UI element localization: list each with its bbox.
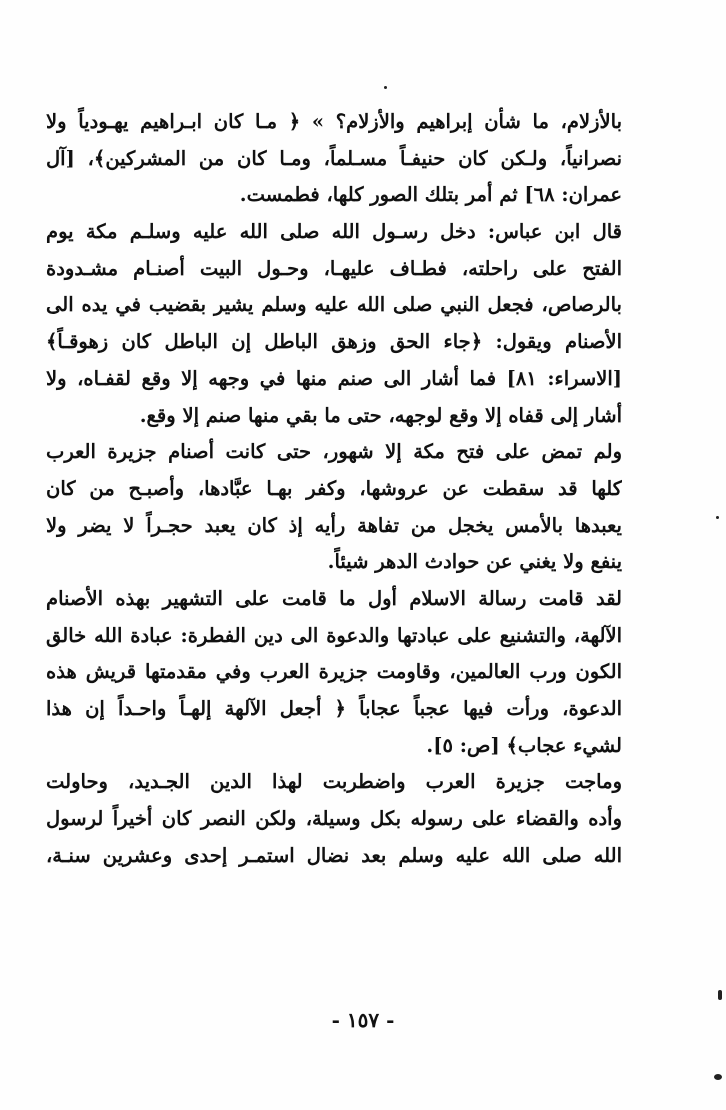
text-line: وأده والقضاء على رسوله بكل وسيلة، ولكن النصر كان أخيراً لرسول [46, 807, 622, 831]
text-line: يعبدها بالأمس يخجل من تفاهة رأيه إذ كان يعبد حجـراً لا يضر ولا [46, 513, 622, 537]
text-line: ينفع ولا يغني عن حوادث الدهر شيئاً. [327, 550, 622, 574]
text-line: أشار إلى قفاه إلا وقع لوجهه، حتى ما بقي منها صنم إلا وقع. [139, 403, 622, 427]
text-line: الله صلى الله عليه وسلم بعد نضال استمـر إحدى وعشرين سنـة، [46, 843, 622, 867]
text-line: الدعوة، ورأت فيها عجباً عجاباً ﴿ أجعل الآلهة إلهـاً واحـداً إن هذا [46, 697, 622, 720]
text-line: ولم تمض على فتح مكة إلا شهور، حتى كانت أصنام جزيرة العرب [46, 440, 622, 464]
text-line: كلها قد سقطت عن عروشها، وكفر بهـا عبَّادها، وأصبـح من كان [46, 476, 622, 500]
text-line: الكون ورب العالمين، وقاومت جزيرة العرب وفي مقدمتها قريش هذه [46, 660, 622, 684]
text-line: نصرانياً، ولـكن كان حنيفـاً مسـلماً، ومـا كان من المشركين﴾، [آل [46, 146, 622, 170]
text-line: بالأزلام، ما شأن إبراهيم والأزلام؟ » ﴿ مـا كان ابـراهيم يهـودياً ولا [46, 110, 622, 133]
text-line: وماجت جزيرة العرب واضطربت لهذا الدين الجـديد، وحاولت [46, 770, 622, 794]
ink-speck [384, 86, 387, 89]
text-line: قال ابن عباس: دخل رسـول الله صلى الله عليه وسلـم مكة يوم [46, 220, 622, 244]
text-line: الأصنام ويقول: ﴿جاء الحق وزهق الباطل إن الباطل كان زهوقـاً﴾ [46, 330, 622, 354]
text-line: لقد قامت رسالة الاسلام أول ما قامت على التشهير بهذه الأصنام [46, 586, 622, 610]
text-line: لشيء عجاب﴾ [ص: ٥]. [426, 733, 622, 757]
text-line: [الاسراء: ٨١] فما أشار الى صنم منها في وجهه إلا وقع لقفـاه، ولا [46, 366, 622, 390]
ink-speck [714, 1074, 722, 1080]
body-text [46, 104, 622, 874]
text-line: عمران: ٦٨] ثم أمر بتلك الصور كلها، فطمست. [239, 183, 622, 207]
text-line: بالرصاص، فجعل النبي صلى الله عليه وسلم يشير بقضيب في يده الى [46, 293, 622, 317]
ink-speck [718, 990, 722, 1000]
text-line: الفتح على راحلته، فطـاف عليهـا، وحـول البيت أصنـام مشـدودة [46, 256, 622, 280]
page-number: - ١٥٧ - [331, 1008, 395, 1032]
text-line: الآلهة، والتشنيع على عبادتها والدعوة الى دين الفطرة: عبادة الله خالق [46, 623, 622, 647]
ink-speck [716, 516, 719, 519]
